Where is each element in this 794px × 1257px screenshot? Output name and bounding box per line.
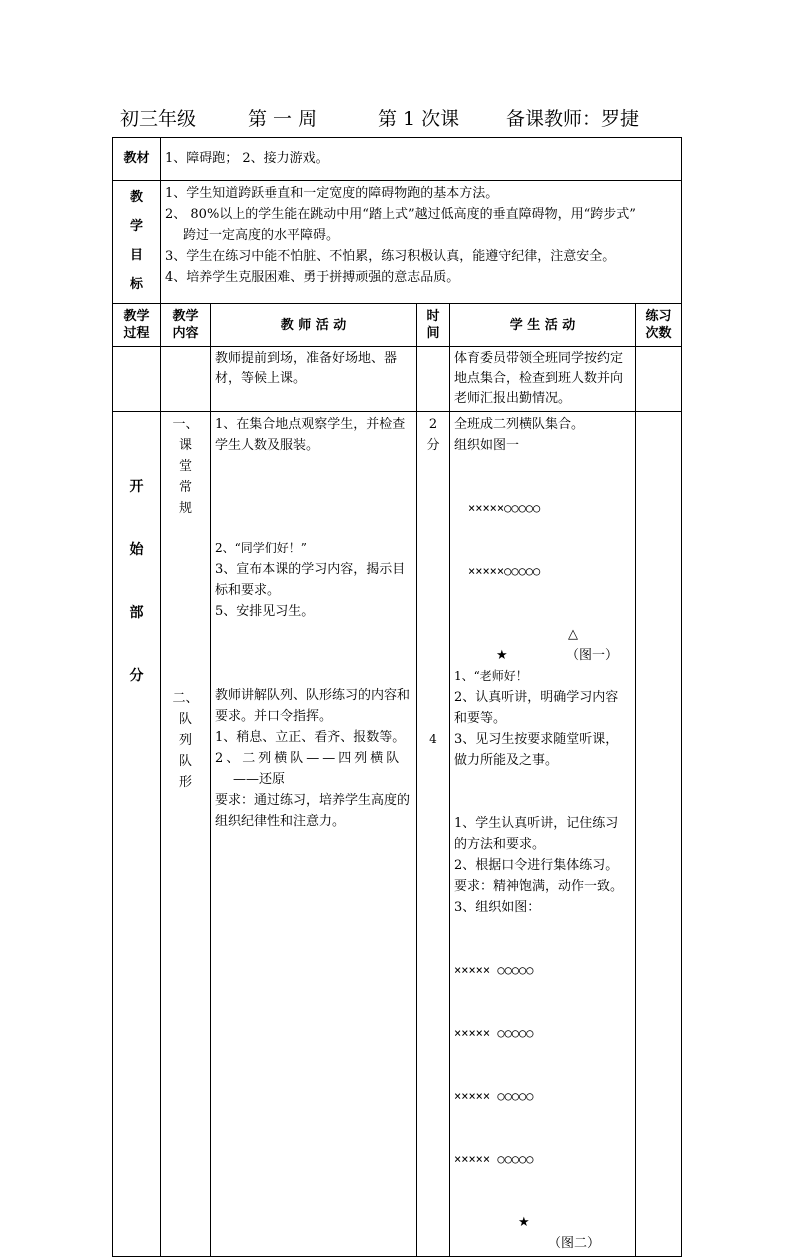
section-label-char: 部 — [129, 605, 144, 621]
formation2-row: ××××× ○○○○○ — [454, 1026, 534, 1040]
section-label-char: 始 — [129, 542, 144, 558]
opening-section-row — [113, 412, 682, 1257]
part1-title-char: 一、 — [172, 417, 199, 432]
part2-title-char: 列 — [178, 733, 192, 748]
figure1-caption-line — [454, 645, 631, 666]
triangle-teacher-marker: △ — [568, 627, 578, 642]
header-process: 教学过程 — [113, 304, 161, 347]
section-label-char: 分 — [129, 668, 144, 684]
teacher-activity-1: 1、在集合地点观察学生，并检查学生人数及服装。 — [215, 417, 406, 453]
pre-class-content-cell — [161, 347, 211, 412]
part2-title — [165, 688, 206, 793]
teacher-drill-intro: 教师讲解队列、队形练习的内容和要求。并口令指挥。 — [215, 688, 411, 724]
objectives-row — [113, 181, 682, 304]
formation1-row: ×××××○○○○○ — [468, 501, 541, 515]
teacher-drill-3: ——还原 — [233, 772, 286, 787]
formation2-row: ××××× ○○○○○ — [454, 1089, 534, 1103]
pre-class-row — [113, 347, 682, 412]
pre-class-student-activity: 体育委员带领全班同学按约定地点集合，检查到班人数并向老师汇报出勤情况。 — [450, 347, 636, 412]
figure2-caption: （图二） — [548, 1236, 601, 1251]
teacher-name-label: 备课教师：罗捷 — [506, 108, 640, 130]
part2-title-char: 形 — [178, 775, 192, 790]
week-label: 第 一 周 — [248, 108, 318, 130]
student-activity-1: 全班成二列横队集合。 — [454, 417, 585, 432]
part2-title-char: 二、 — [172, 691, 199, 706]
materials-row — [113, 138, 682, 181]
formation2-row: ××××× ○○○○○ — [454, 1152, 534, 1166]
header-student-activity: 学 生 活 动 — [450, 304, 636, 347]
materials-label: 教材 — [113, 138, 161, 181]
part1-title-char: 规 — [178, 501, 192, 516]
objectives-label-char: 教 — [129, 190, 143, 205]
header-teacher-activity: 教 师 活 动 — [211, 304, 417, 347]
header-reps: 练习次数 — [636, 304, 682, 347]
student-reply-1: 1、“老师好！ — [454, 669, 528, 683]
objectives-label-char: 标 — [129, 277, 143, 292]
time-value-1: 2 — [428, 417, 438, 432]
content-column — [161, 412, 211, 1257]
part1-title-char: 常 — [178, 480, 192, 495]
teacher-drill-2: 2、二列横队——四列横队 — [215, 751, 403, 766]
star-icon: ★ — [518, 1215, 530, 1230]
student-drill-1: 1、学生认真听讲，记住练习的方法和要求。 — [454, 816, 619, 852]
teacher-activity-column — [211, 412, 417, 1257]
pre-class-process-cell — [113, 347, 161, 412]
column-header-row — [113, 304, 682, 347]
part1-title — [165, 414, 206, 519]
header-content: 教学内容 — [161, 304, 211, 347]
time-value-2: 4 — [429, 732, 437, 746]
objectives-list — [161, 181, 682, 304]
formation2-row: ××××× ○○○○○ — [454, 963, 534, 977]
header-time: 时间 — [417, 304, 450, 347]
figure1-caption: （图一） — [566, 648, 619, 663]
teacher-drill-requirement: 要求：通过练习，培养学生高度的组织纪律性和注意力。 — [215, 793, 411, 829]
teacher-activity-2: 2、“同学们好！” — [215, 541, 307, 555]
time-column — [417, 412, 450, 1257]
part1-title-char: 课 — [178, 438, 192, 453]
formation1-row: ×××××○○○○○ — [468, 564, 541, 578]
part2-title-char: 队 — [178, 754, 192, 769]
part2-title-char: 队 — [178, 712, 192, 727]
part1-title-char: 堂 — [178, 459, 192, 474]
objective-item: 1、学生知道跨跃垂直和一定宽度的障碍物跑的基本方法。 — [165, 186, 499, 201]
star-icon: ★ — [496, 648, 508, 663]
teacher-activity-4: 5、安排见习生。 — [215, 604, 315, 619]
page-title — [120, 104, 680, 134]
student-drill-requirement: 要求：精神饱满，动作一致。 — [454, 879, 624, 894]
objectives-label — [113, 181, 161, 304]
objective-item: 4、培养学生克服困难、勇于拼搏顽强的意志品质。 — [165, 270, 460, 285]
objectives-label-char: 目 — [129, 248, 143, 263]
student-drill-3: 3、组织如图： — [454, 900, 541, 915]
student-activity-column — [450, 412, 636, 1257]
lesson-number-label: 第 1 次课 — [378, 108, 460, 130]
student-activity-2: 组织如图一 — [454, 438, 520, 453]
objective-item: 3、学生在练习中能不怕脏、不怕累，练习积极认真，能遵守纪律，注意安全。 — [165, 249, 616, 264]
objective-item: 跨过一定高度的水平障碍。 — [183, 228, 340, 243]
formation-figure-1 — [454, 456, 631, 624]
grade-label: 初三年级 — [120, 108, 197, 130]
student-drill-2: 2、根据口令进行集体练习。 — [454, 858, 619, 873]
student-reply-2: 2、认真听讲，明确学习内容和要等。 — [454, 690, 619, 726]
pre-class-time-cell — [417, 347, 450, 412]
objectives-label-char: 学 — [129, 219, 143, 234]
section-label-char: 开 — [129, 479, 144, 495]
pre-class-teacher-activity: 教师提前到场，准备好场地、器材，等候上课。 — [211, 347, 417, 412]
student-reply-3: 3、见习生按要求随堂听课，做力所能及之事。 — [454, 732, 619, 768]
reps-column — [636, 412, 682, 1257]
materials-text: 1、障碍跑； 2、接力游戏。 — [161, 138, 682, 181]
objective-item: 2、 80%以上的学生能在跳动中用“踏上式”越过低高度的垂直障碍物，用“跨步式” — [165, 207, 636, 222]
opening-section-label — [113, 412, 161, 1257]
formation-figure-2 — [454, 918, 631, 1212]
teacher-activity-3: 3、宣布本课的学习内容，揭示目标和要求。 — [215, 562, 406, 598]
pre-class-reps-cell — [636, 347, 682, 412]
lesson-plan-table — [112, 137, 682, 1257]
teacher-drill-1: 1、稍息、立正、看齐、报数等。 — [215, 730, 406, 745]
time-unit-1: 分 — [426, 438, 440, 453]
